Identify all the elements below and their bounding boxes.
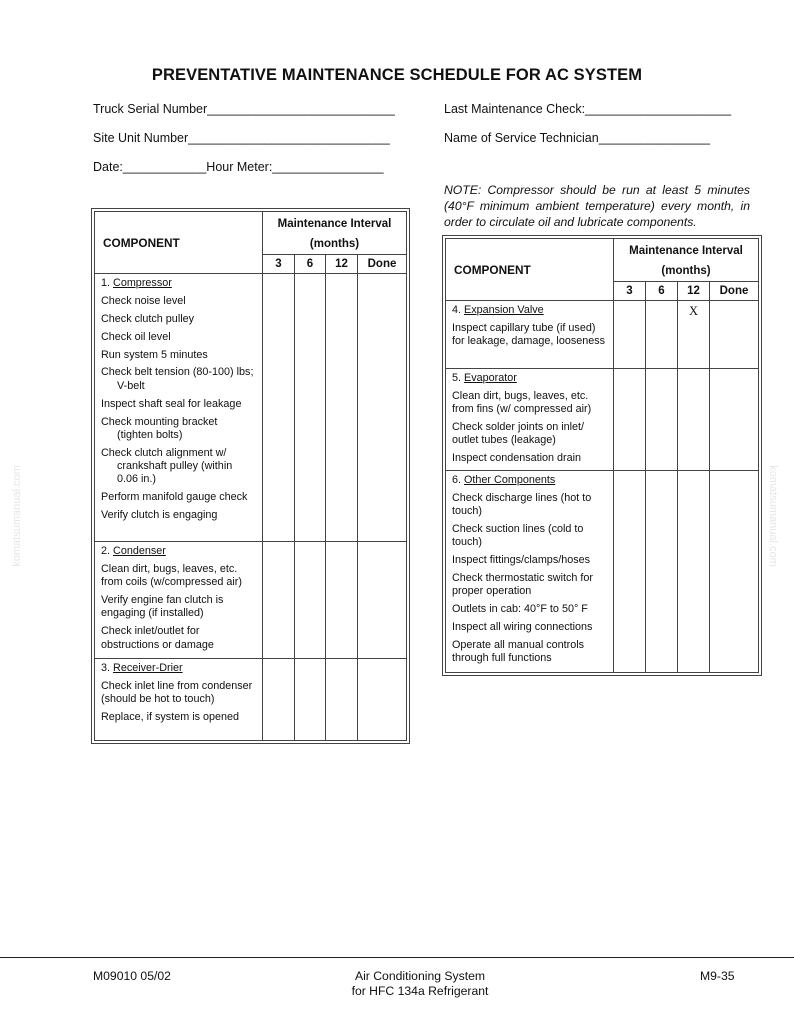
date-hour-field: Date:____________Hour Meter:________________ (93, 160, 384, 174)
check-cell[interactable] (678, 369, 710, 471)
other-components-section (446, 471, 614, 673)
list-item: Check inlet line from condenser (should be hot to touch) (101, 679, 253, 706)
footer-doc-code: M09010 05/02 (93, 969, 171, 983)
check-cell[interactable] (614, 471, 646, 673)
col-12-header: 12 (678, 282, 710, 301)
col-12-header: 12 (326, 255, 358, 274)
check-cell[interactable] (678, 471, 710, 673)
right-maintenance-table (442, 235, 762, 676)
col-6-header: 6 (295, 255, 326, 274)
list-item: Clean dirt, bugs, leaves, etc. from coils (w/compressed air) (101, 562, 242, 589)
expansion-valve-section (446, 301, 614, 369)
done-header: Done (710, 282, 759, 301)
check-cell[interactable] (646, 471, 678, 673)
interval-header: Maintenance Interval (months) (614, 239, 759, 282)
table-row (95, 542, 407, 659)
compressor-section (95, 274, 263, 542)
done-cell[interactable] (710, 301, 759, 369)
list-item: Check noise level (101, 294, 186, 307)
check-cell[interactable] (646, 301, 678, 369)
list-item: Operate all manual controls through full functions (452, 639, 585, 665)
check-cell[interactable] (614, 301, 646, 369)
list-item: Outlets in cab: 40°F to 50° F (452, 603, 588, 616)
check-cell[interactable] (263, 659, 295, 741)
receiver-drier-section (95, 659, 263, 741)
done-cell[interactable] (358, 659, 407, 741)
site-unit-field: Site Unit Number_____________________________ (93, 131, 390, 145)
list-item: Inspect fittings/clamps/hoses (452, 554, 591, 567)
technician-field: Name of Service Technician________________ (444, 131, 710, 145)
list-item: Verify clutch is engaging (101, 509, 218, 522)
footer-refrigerant: for HFC 134a Refrigerant (351, 984, 489, 998)
check-cell[interactable] (295, 274, 326, 542)
component-header: COMPONENT (446, 239, 614, 301)
watermark-left: komatsumanual.com (10, 465, 23, 567)
list-item: Check oil level (101, 330, 171, 343)
table-row (95, 274, 407, 542)
check-cell[interactable] (614, 369, 646, 471)
watermark-right: komatsumanual.com (766, 465, 779, 567)
check-cell[interactable] (295, 542, 326, 659)
section-title: 2. Condenser (101, 545, 166, 557)
section-title: 1. Compressor (101, 277, 172, 289)
col-3-header: 3 (614, 282, 646, 301)
section-title: 5. Evaporator (452, 372, 517, 384)
check-cell[interactable] (326, 659, 358, 741)
list-item: Inspect condensation drain (452, 452, 582, 465)
list-item: Check inlet/outlet for obstructions or damage (101, 625, 214, 651)
list-item: Check clutch pulley (101, 312, 195, 325)
last-check-field: Last Maintenance Check:_____________________ (444, 102, 732, 116)
list-item: Run system 5 minutes (101, 348, 208, 361)
section-title: 4. Expansion Valve (452, 304, 544, 316)
list-item: Check clutch alignment w/ crankshaft pulley (within 0.06 in.) (101, 446, 233, 486)
check-cell[interactable] (295, 659, 326, 741)
truck-serial-field: Truck Serial Number___________________________ (93, 102, 395, 116)
left-maintenance-table (91, 208, 410, 744)
table-row (446, 369, 759, 471)
check-cell[interactable] (646, 369, 678, 471)
list-item: Check discharge lines (hot to touch) (452, 491, 592, 518)
list-item: Inspect all wiring connections (452, 621, 593, 634)
table-row (446, 301, 759, 369)
section-title: 3. Receiver-Drier (101, 662, 183, 674)
interval-header: Maintenance Interval (months) (263, 212, 407, 255)
done-cell[interactable] (710, 369, 759, 471)
list-item: Check mounting bracket (tighten bolts) (101, 415, 218, 441)
list-item: Check belt tension (80-100) lbs; V-belt (101, 366, 254, 392)
check-cell[interactable] (263, 542, 295, 659)
list-item: Verify engine fan clutch is engaging (if installed) (101, 594, 224, 620)
footer-page-number: M9-35 (700, 969, 735, 983)
list-item: Check thermostatic switch for proper operation (452, 572, 594, 598)
footer-divider (0, 957, 794, 958)
evaporator-section (446, 369, 614, 471)
list-item: Clean dirt, bugs, leaves, etc. from fins (w/ compressed air) (452, 389, 592, 416)
table-row (95, 659, 407, 741)
component-header: COMPONENT (95, 212, 263, 274)
list-item: Check suction lines (cold to touch) (452, 523, 584, 549)
done-cell[interactable] (358, 274, 407, 542)
check-cell[interactable] (263, 274, 295, 542)
condenser-section (95, 542, 263, 659)
done-cell[interactable] (358, 542, 407, 659)
done-header: Done (358, 255, 407, 274)
table-row (446, 471, 759, 673)
check-cell[interactable] (326, 274, 358, 542)
page-title: PREVENTATIVE MAINTENANCE SCHEDULE FOR AC SYSTEM (151, 66, 643, 84)
list-item: Replace, if system is opened (101, 711, 240, 724)
col-6-header: 6 (646, 282, 678, 301)
section-title: 6. Other Components (452, 474, 556, 486)
list-item: Perform manifold gauge check (101, 491, 248, 504)
compressor-note: NOTE: Compressor should be run at least 5 minutes (40°F minimum ambient temperature) every month, in order to circulate oil and lubricate components. (444, 183, 750, 229)
done-cell[interactable] (710, 471, 759, 673)
check-cell-marked[interactable]: X (678, 301, 710, 369)
check-cell[interactable] (326, 542, 358, 659)
col-3-header: 3 (263, 255, 295, 274)
footer-center (270, 969, 570, 999)
footer-system: Air Conditioning System (354, 969, 486, 983)
list-item: Inspect shaft seal for leakage (101, 397, 242, 410)
list-item: Inspect capillary tube (if used) for leakage, damage, looseness (452, 321, 606, 348)
list-item: Check solder joints on inlet/ outlet tubes (leakage) (452, 421, 585, 447)
